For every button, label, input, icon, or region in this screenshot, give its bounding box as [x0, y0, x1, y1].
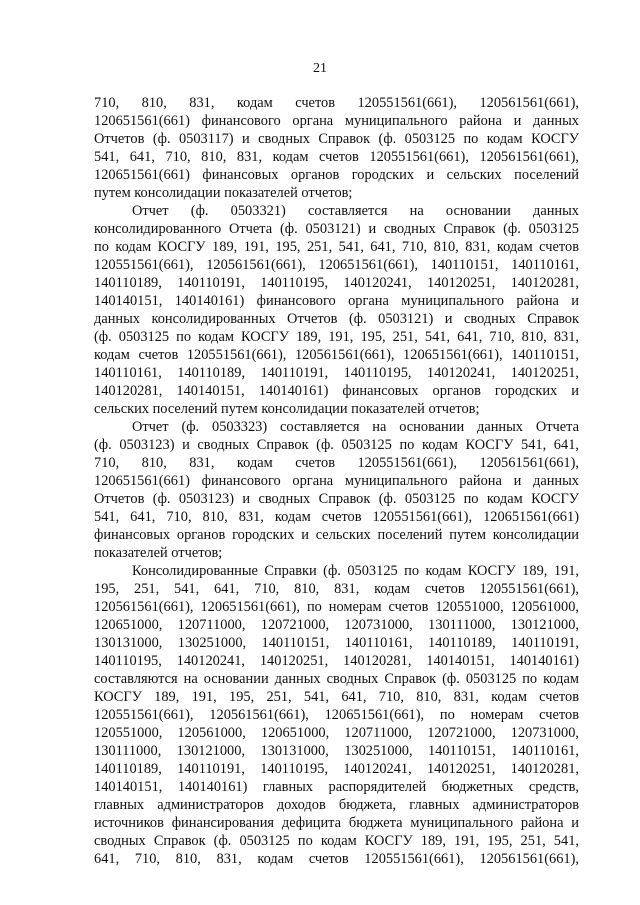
text-line: данных консолидированных Отчетов (ф. 0503121) и сводных Справок [94, 311, 579, 327]
text-line: Консолидированные Справки (ф. 0503125 по кодам КОСГУ 189, 191, [132, 563, 579, 579]
text-line: 641, 710, 810, 831, кодам счетов 120551561(661), 120561561(661), [94, 851, 579, 867]
text-line: показателей отчетов; [94, 545, 223, 561]
text-line: 130131000, 130251000, 140110151, 140110161, 140110189, 140110191, [94, 635, 579, 651]
text-line: 130111000, 130121000, 130131000, 130251000, 140110151, 140110161, [94, 743, 579, 759]
text-line: кодам счетов 120551561(661), 120561561(661), 120651561(661), 140110151, [94, 347, 579, 363]
text-line: по кодам КОСГУ 189, 191, 195, 251, 541, 641, 710, 810, 831, кодам счетов [94, 239, 579, 255]
text-line: источников финансирования дефицита бюджета муниципального района и [94, 815, 579, 831]
text-line: 120651561(661) финансовых органов городских и сельских поселений [94, 167, 579, 183]
text-line: 541, 641, 710, 810, 831, кодам счетов 120551561(661), 120561561(661), [94, 149, 579, 165]
text-line: Отчет (ф. 0503323) составляется на основании данных Отчета [132, 419, 579, 435]
text-line: 140140151, 140140161) финансового органа муниципального района и [94, 293, 579, 309]
page-number: 21 [313, 61, 327, 76]
text-line: финансовых органов городских и сельских поселений путем консолидации [94, 527, 579, 543]
document-body [94, 94, 579, 868]
text-line: 541, 641, 710, 810, 831, кодам счетов 120551561(661), 120651561(661) [94, 509, 579, 525]
text-line: КОСГУ 189, 191, 195, 251, 541, 641, 710, 810, 831, кодам счетов [94, 689, 579, 705]
text-line: составляются на основании данных сводных Справок (ф. 0503125 по кодам [94, 671, 579, 687]
text-line: 120551561(661), 120561561(661), 120651561(661), 140110151, 140110161, [94, 257, 579, 273]
text-line: 140110195, 140120241, 140120251, 140120281, 140140151, 140140161) [94, 653, 579, 669]
text-line: главных администраторов доходов бюджета, главных администраторов [94, 797, 579, 813]
text-line: 140110161, 140110189, 140110191, 140110195, 140120241, 140120251, [94, 365, 579, 381]
text-line: (ф. 0503123) и сводных Справок (ф. 0503125 по кодам КОСГУ 541, 641, [94, 437, 579, 453]
text-line: путем консолидации показателей отчетов; [94, 185, 353, 201]
text-line: 710, 810, 831, кодам счетов 120551561(661), 120561561(661), [94, 95, 579, 111]
text-line: 120561561(661), 120651561(661), по номерам счетов 120551000, 120561000, [94, 599, 579, 615]
text-line: 120551000, 120561000, 120651000, 120711000, 120721000, 120731000, [94, 725, 579, 741]
text-line: консолидированного Отчета (ф. 0503121) и сводных Справок (ф. 0503125 [94, 221, 579, 237]
text-line: 120551561(661), 120561561(661), 120651561(661), по номерам счетов [94, 707, 579, 723]
text-line: 120651561(661) финансового органа муниципального района и данных [94, 473, 579, 489]
text-line: 120651000, 120711000, 120721000, 120731000, 130111000, 130121000, [94, 617, 579, 633]
text-line: 195, 251, 541, 641, 710, 810, 831, кодам счетов 120551561(661), [94, 581, 579, 597]
text-line: сводных Справок (ф. 0503125 по кодам КОСГУ 189, 191, 195, 251, 541, [94, 833, 579, 849]
text-line: (ф. 0503125 по кодам КОСГУ 189, 191, 195, 251, 541, 641, 710, 810, 831, [94, 329, 579, 345]
text-line: 140140151, 140140161) главных распорядителей бюджетных средств, [94, 779, 579, 795]
text-line: Отчет (ф. 0503321) составляется на основании данных [132, 203, 579, 219]
text-line: Отчетов (ф. 0503123) и сводных Справок (ф. 0503125 по кодам КОСГУ [94, 491, 579, 507]
text-line: 710, 810, 831, кодам счетов 120551561(661), 120561561(661), [94, 455, 579, 471]
text-line: Отчетов (ф. 0503117) и сводных Справок (ф. 0503125 по кодам КОСГУ [94, 131, 579, 147]
text-line: 140110189, 140110191, 140110195, 140120241, 140120251, 140120281, [94, 275, 579, 291]
text-line: 120651561(661) финансового органа муниципального района и данных [94, 113, 579, 129]
text-line: 140120281, 140140151, 140140161) финансовых органов городских и [94, 383, 579, 399]
text-line: 140110189, 140110191, 140110195, 140120241, 140120251, 140120281, [94, 761, 579, 777]
text-line: сельских поселений путем консолидации показателей отчетов; [94, 401, 480, 417]
